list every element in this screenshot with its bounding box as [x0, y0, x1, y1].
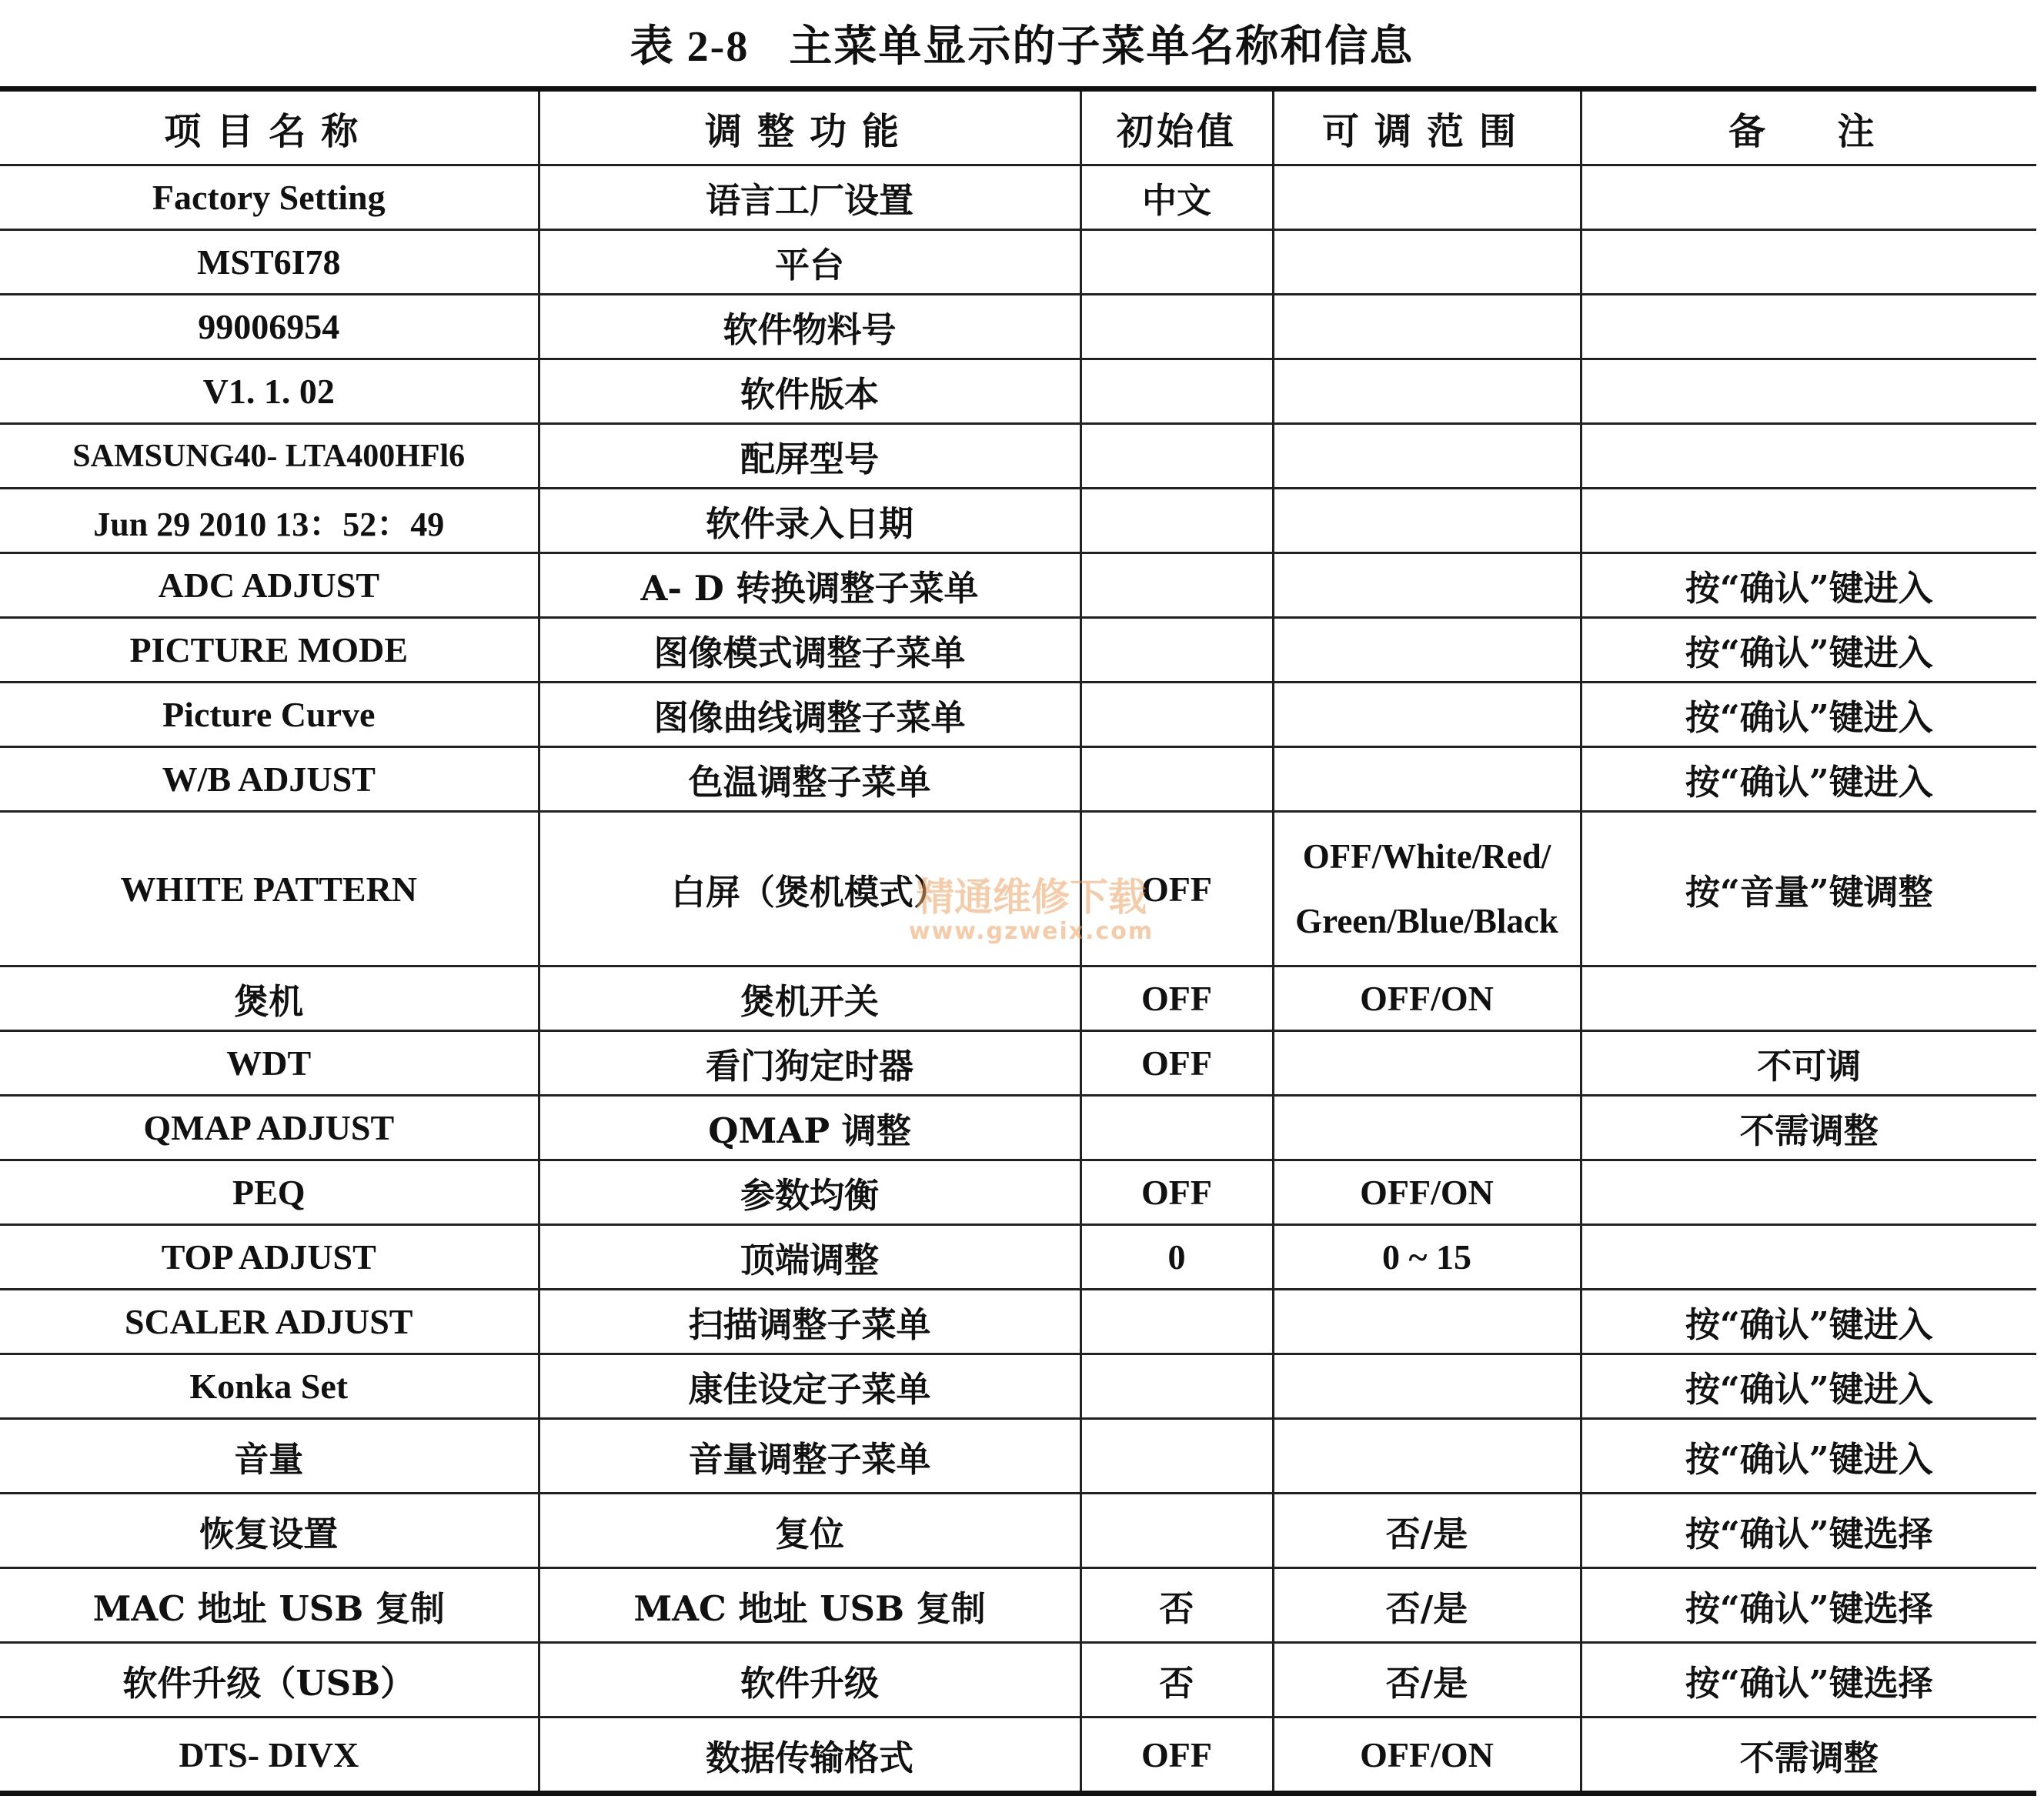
table-row	[0, 1096, 2036, 1160]
table-row	[0, 1290, 2036, 1354]
cell-range	[1273, 489, 1581, 553]
table-number: 表 2-8	[630, 23, 750, 71]
cell-item: SCALER ADJUST	[0, 1290, 539, 1354]
cell-item: MST6I78	[0, 230, 539, 295]
cell-function: 软件物料号	[539, 295, 1080, 359]
cell-item: ADC ADJUST	[0, 553, 539, 618]
cell-item: DTS- DIVX	[0, 1718, 539, 1794]
cell-initial	[1080, 295, 1273, 359]
table-row	[0, 295, 2036, 359]
cell-item: Picture Curve	[0, 683, 539, 747]
table-row	[0, 812, 2036, 966]
cell-remark: 按“确认”键选择	[1581, 1643, 2036, 1718]
cell-function: 软件升级	[539, 1643, 1080, 1718]
cell-function: 看门狗定时器	[539, 1031, 1080, 1096]
cell-function: A- D 转换调整子菜单	[539, 553, 1080, 618]
cell-function: 图像曲线调整子菜单	[539, 683, 1080, 747]
table-row	[0, 489, 2036, 553]
cell-item: W/B ADJUST	[0, 747, 539, 812]
cell-initial: 否	[1080, 1643, 1273, 1718]
cell-remark: 按“确认”键进入	[1581, 1354, 2036, 1419]
cell-function: 白屏（煲机模式）	[539, 812, 1080, 966]
cell-range	[1273, 359, 1581, 424]
cell-item: 软件升级（USB）	[0, 1643, 539, 1718]
cell-initial	[1080, 1290, 1273, 1354]
cell-remark	[1581, 1160, 2036, 1225]
cell-function: 软件录入日期	[539, 489, 1080, 553]
table-row	[0, 230, 2036, 295]
cell-function: 顶端调整	[539, 1225, 1080, 1290]
header-item-name: 项目名称	[0, 89, 539, 165]
cell-initial: OFF	[1080, 1718, 1273, 1794]
cell-initial: OFF	[1080, 966, 1273, 1031]
table-row	[0, 165, 2036, 230]
table-row	[0, 424, 2036, 489]
cell-function: 扫描调整子菜单	[539, 1290, 1080, 1354]
cell-item: 音量	[0, 1419, 539, 1494]
table-title: 主菜单显示的子菜单名称和信息	[789, 21, 1414, 72]
table-row	[0, 618, 2036, 683]
cell-range	[1273, 618, 1581, 683]
cell-item: QMAP ADJUST	[0, 1096, 539, 1160]
cell-range	[1273, 1031, 1581, 1096]
cell-remark	[1581, 359, 2036, 424]
cell-range: 0 ~ 15	[1273, 1225, 1581, 1290]
table-row	[0, 1354, 2036, 1419]
cell-remark: 不需调整	[1581, 1096, 2036, 1160]
cell-range: OFF/ON	[1273, 1160, 1581, 1225]
cell-initial: 0	[1080, 1225, 1273, 1290]
table-row	[0, 553, 2036, 618]
cell-remark: 按“确认”键进入	[1581, 747, 2036, 812]
header-range: 可调范围	[1273, 89, 1581, 165]
table-row	[0, 1419, 2036, 1494]
cell-initial: OFF	[1080, 1160, 1273, 1225]
cell-initial	[1080, 1354, 1273, 1419]
cell-remark: 不可调	[1581, 1031, 2036, 1096]
cell-initial	[1080, 747, 1273, 812]
table-row	[0, 1160, 2036, 1225]
watermark-url: www.gzweix.com	[908, 918, 1154, 945]
cell-remark	[1581, 230, 2036, 295]
cell-remark: 按“确认”键进入	[1581, 618, 2036, 683]
cell-function: 语言工厂设置	[539, 165, 1080, 230]
header-row	[0, 89, 2036, 165]
cell-function: 康佳设定子菜单	[539, 1354, 1080, 1419]
cell-initial	[1080, 553, 1273, 618]
cell-initial	[1080, 424, 1273, 489]
cell-range	[1273, 230, 1581, 295]
cell-item: Factory Setting	[0, 165, 539, 230]
cell-function: MAC 地址 USB 复制	[539, 1568, 1080, 1643]
table-row	[0, 747, 2036, 812]
cell-function: 数据传输格式	[539, 1718, 1080, 1794]
cell-initial: OFF	[1080, 1031, 1273, 1096]
cell-remark: 按“确认”键进入	[1581, 1290, 2036, 1354]
cell-item: 煲机	[0, 966, 539, 1031]
watermark-text: 精通维修下载	[916, 875, 1147, 920]
cell-remark: 按“音量”键调整	[1581, 812, 2036, 966]
header-initial-value: 初始值	[1080, 89, 1273, 165]
cell-item: WHITE PATTERN	[0, 812, 539, 966]
table-row	[0, 1225, 2036, 1290]
cell-range: 否/是	[1273, 1568, 1581, 1643]
cell-function: 平台	[539, 230, 1080, 295]
cell-item: SAMSUNG40- LTA400HFl6	[0, 424, 539, 489]
cell-item: Konka Set	[0, 1354, 539, 1419]
table-row	[0, 1568, 2036, 1643]
cell-item: PEQ	[0, 1160, 539, 1225]
cell-range: 否/是	[1273, 1494, 1581, 1568]
cell-range	[1273, 424, 1581, 489]
cell-remark: 按“确认”键进入	[1581, 683, 2036, 747]
cell-range: OFF/ON	[1273, 966, 1581, 1031]
cell-range	[1273, 295, 1581, 359]
cell-initial	[1080, 489, 1273, 553]
cell-function: 图像模式调整子菜单	[539, 618, 1080, 683]
cell-item: 99006954	[0, 295, 539, 359]
cell-initial	[1080, 618, 1273, 683]
cell-item: TOP ADJUST	[0, 1225, 539, 1290]
cell-range	[1273, 683, 1581, 747]
cell-remark	[1581, 165, 2036, 230]
table-row	[0, 359, 2036, 424]
cell-range	[1273, 747, 1581, 812]
cell-remark	[1581, 966, 2036, 1031]
cell-item: 恢复设置	[0, 1494, 539, 1568]
cell-range	[1273, 1096, 1581, 1160]
cell-initial	[1080, 1494, 1273, 1568]
table-row	[0, 1031, 2036, 1096]
submenu-table	[0, 86, 2036, 1796]
cell-remark	[1581, 1225, 2036, 1290]
cell-range	[1273, 1354, 1581, 1419]
cell-range: OFF/ON	[1273, 1718, 1581, 1794]
table-caption	[0, 14, 2044, 78]
cell-item: V1. 1. 02	[0, 359, 539, 424]
cell-item: MAC 地址 USB 复制	[0, 1568, 539, 1643]
table-row	[0, 1643, 2036, 1718]
cell-initial	[1080, 1419, 1273, 1494]
cell-remark: 不需调整	[1581, 1718, 2036, 1794]
cell-remark	[1581, 424, 2036, 489]
cell-function: 参数均衡	[539, 1160, 1080, 1225]
cell-initial	[1080, 683, 1273, 747]
cell-remark	[1581, 295, 2036, 359]
cell-function: 煲机开关	[539, 966, 1080, 1031]
cell-range	[1273, 553, 1581, 618]
cell-item: WDT	[0, 1031, 539, 1096]
cell-range	[1273, 1419, 1581, 1494]
cell-remark: 按“确认”键进入	[1581, 1419, 2036, 1494]
table-row	[0, 1718, 2036, 1794]
cell-function: 复位	[539, 1494, 1080, 1568]
cell-function: 音量调整子菜单	[539, 1419, 1080, 1494]
header-remark: 备 注	[1581, 89, 2036, 165]
cell-range: 否/是	[1273, 1643, 1581, 1718]
cell-remark: 按“确认”键选择	[1581, 1568, 2036, 1643]
cell-initial: 否	[1080, 1568, 1273, 1643]
cell-item: PICTURE MODE	[0, 618, 539, 683]
table-row	[0, 966, 2036, 1031]
cell-remark	[1581, 489, 2036, 553]
cell-remark: 按“确认”键选择	[1581, 1494, 2036, 1568]
cell-range	[1273, 165, 1581, 230]
cell-item: Jun 29 2010 13：52：49	[0, 489, 539, 553]
cell-remark: 按“确认”键进入	[1581, 553, 2036, 618]
table-row	[0, 683, 2036, 747]
cell-range: OFF/White/Red/ Green/Blue/Black	[1273, 812, 1581, 966]
header-function: 调整功能	[539, 89, 1080, 165]
cell-initial	[1080, 1096, 1273, 1160]
cell-function: 配屏型号	[539, 424, 1080, 489]
cell-range	[1273, 1290, 1581, 1354]
cell-initial	[1080, 359, 1273, 424]
cell-function: 色温调整子菜单	[539, 747, 1080, 812]
cell-initial: 中文	[1080, 165, 1273, 230]
cell-initial	[1080, 230, 1273, 295]
cell-function: QMAP 调整	[539, 1096, 1080, 1160]
table-row	[0, 1494, 2036, 1568]
cell-function: 软件版本	[539, 359, 1080, 424]
cell-initial: OFF	[1080, 812, 1273, 966]
